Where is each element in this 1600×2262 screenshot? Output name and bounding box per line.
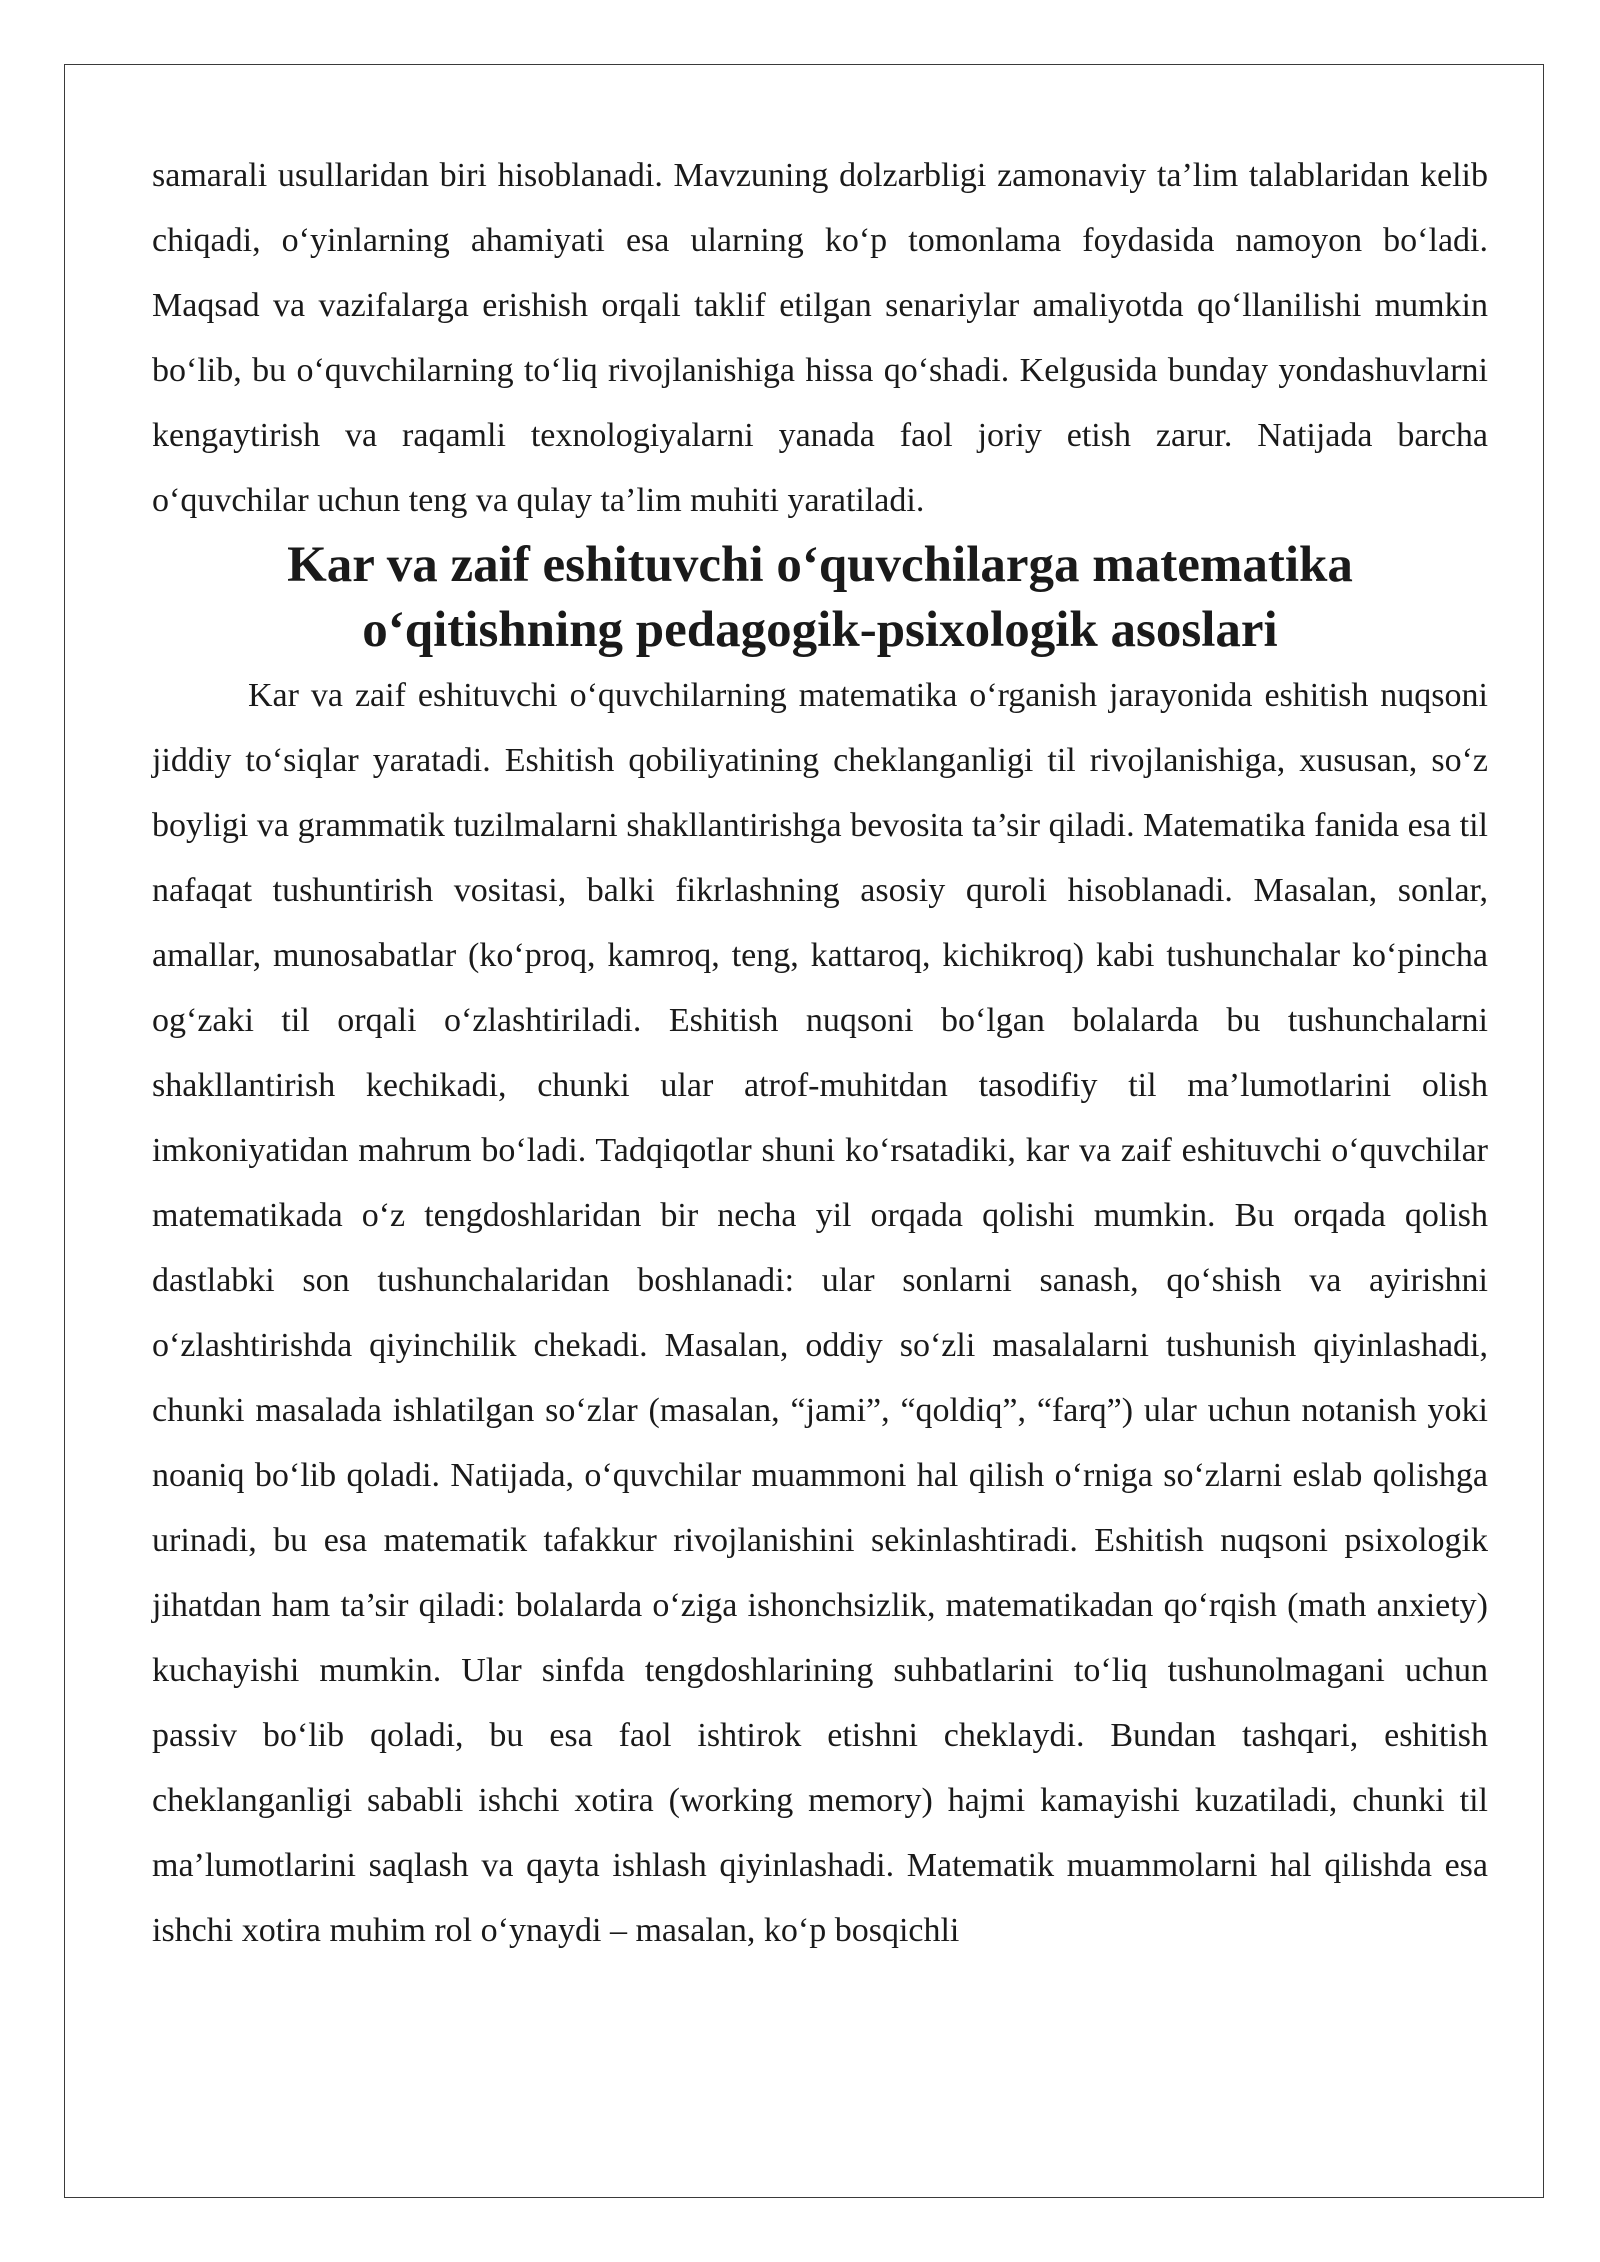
paragraph-intro-continuation: samarali usullaridan biri hisoblanadi. Mavzuning dolzarbligi zamonaviy ta’lim talablaridan kelib chiqadi, o‘yinlarning ahamiyati esa ularning ko‘p tomonlama foydasida namoyon bo‘ladi. Maqsad va vazifalarga erishish orqali taklif etilgan senariylar amaliyotda qo‘llanilishi mumkin bo‘lib, bu o‘quvchilarning to‘liq rivojlanishiga hissa qo‘shadi. Kelgusida bunday yondashuvlarni kengaytirish va raqamli texnologiyalarni yanada faol joriy etish zarur. Natijada barcha o‘quvchilar uchun teng va qulay ta’lim muhiti yaratiladi.: [152, 157, 1488, 519]
section-heading: Kar va zaif eshituvchi o‘quvchilarga matematika o‘qitishning pedagogik-psixologik asoslari: [287, 537, 1353, 658]
document-body: [152, 143, 1488, 1963]
paragraph-section-body: Kar va zaif eshituvchi o‘quvchilarning matematika o‘rganish jarayonida eshitish nuqsoni jiddiy to‘siqlar yaratadi. Eshitish qobiliyatining cheklanganligi til rivojlanishiga, xususan, so‘z boyligi va grammatik tuzilmalarni shakllantirishga bevosita ta’sir qiladi. Matematika fanida esa til nafaqat tushuntirish vositasi, balki fikrlashning asosiy quroli hisoblanadi. Masalan, sonlar, amallar, munosabatlar (ko‘proq, kamroq, teng, kattaroq, kichikroq) kabi tushunchalar ko‘pincha og‘zaki til orqali o‘zlashtiriladi. Eshitish nuqsoni bo‘lgan bolalarda bu tushunchalarni shakllantirish kechikadi, chunki ular atrof-muhitdan tasodifiy til ma’lumotlarini olish imkoniyatidan mahrum bo‘ladi. Tadqiqotlar shuni ko‘rsatadiki, kar va zaif eshituvchi o‘quvchilar matematikada o‘z tengdoshlaridan bir necha yil orqada qolishi mumkin. Bu orqada qolish dastlabki son tushunchalaridan boshlanadi: ular sonlarni sanash, qo‘shish va ayirishni o‘zlashtirishda qiyinchilik chekadi. Masalan, oddiy so‘zli masalalarni tushunish qiyinlashadi, chunki masalada ishlatilgan so‘zlar (masalan, “jami”, “qoldiq”, “farq”) ular uchun notanish yoki noaniq bo‘lib qoladi. Natijada, o‘quvchilar muammoni hal qilish o‘rniga so‘zlarni eslab qolishga urinadi, bu esa matematik tafakkur rivojlanishini sekinlashtiradi. Eshitish nuqsoni psixologik jihatdan ham ta’sir qiladi: bolalarda o‘ziga ishonchsizlik, matematikadan qo‘rqish (math anxiety) kuchayishi mumkin. Ular sinfda tengdoshlarining suhbatlarini to‘liq tushunolmagani uchun passiv bo‘lib qoladi, bu esa faol ishtirok etishni cheklaydi. Bundan tashqari, eshitish cheklanganligi sababli ishchi xotira (working memory) hajmi kamayishi kuzatiladi, chunki til ma’lumotlarini saqlash va qayta ishlash qiyinlashadi. Matematik muammolarni hal qilishda esa ishchi xotira muhim rol o‘ynaydi – masalan, ko‘p bosqichli: [152, 677, 1488, 1949]
